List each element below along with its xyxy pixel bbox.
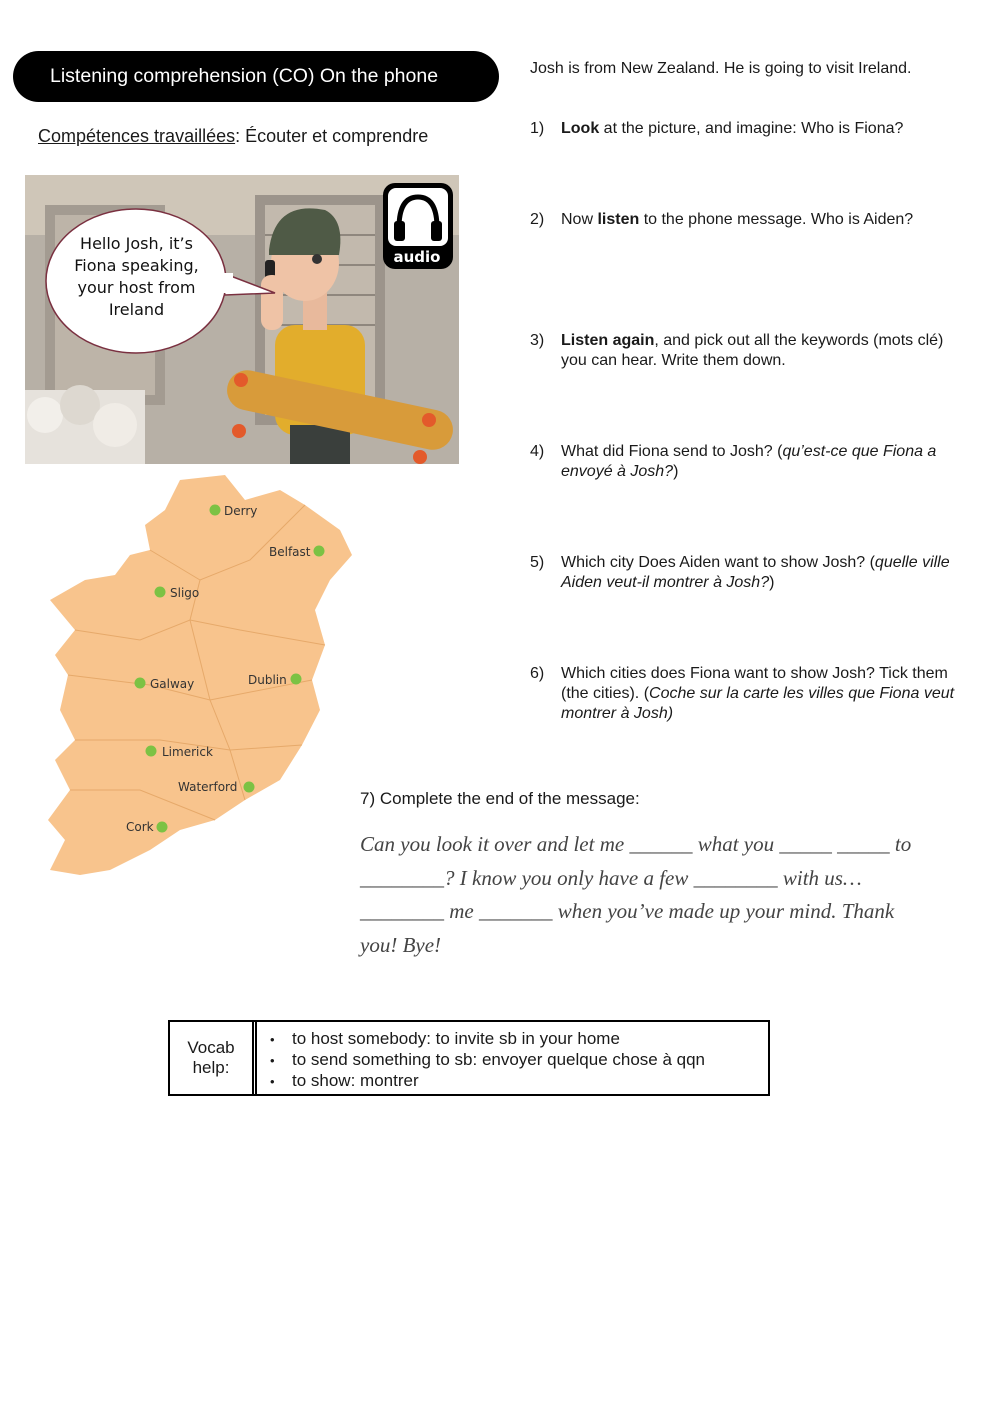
cloze-line: Can you look it over and let me ______ what you _____ _____ to bbox=[360, 832, 912, 856]
city-dot-limerick[interactable] bbox=[146, 746, 157, 757]
skills-value: : Écouter et comprendre bbox=[235, 126, 429, 146]
city-label-cork: Cork bbox=[126, 820, 154, 834]
city-label-limerick: Limerick bbox=[162, 745, 213, 759]
vocab-label: Vocab help: bbox=[170, 1022, 254, 1094]
cloze-text bbox=[360, 828, 960, 962]
question-2: 2) Now listen to the phone message. Who is Aiden? bbox=[530, 211, 914, 228]
city-label-sligo: Sligo bbox=[170, 586, 200, 600]
city-dot-galway[interactable] bbox=[135, 678, 146, 689]
city-dot-derry[interactable] bbox=[210, 505, 221, 516]
vocab-item: • to host somebody: to invite sb in your home bbox=[270, 1029, 705, 1050]
city-label-belfast: Belfast bbox=[269, 545, 311, 559]
question-1: 1) Look at the picture, and imagine: Who is Fiona? bbox=[530, 120, 904, 137]
audio-label[interactable]: audio bbox=[393, 248, 441, 266]
question-7: 7) Complete the end of the message: bbox=[360, 789, 640, 808]
cloze-line: you! Bye! bbox=[360, 932, 442, 957]
skills-label: Compétences travaillées bbox=[38, 126, 236, 146]
intro-text: Josh is from New Zealand. He is going to visit Ireland. bbox=[530, 60, 912, 77]
city-label-dublin: Dublin bbox=[248, 673, 287, 687]
question-6: 6) Which cities does Fiona want to show Josh? Tick them (the cities). (Coche sur la carte les villes que Fiona veut montrer à Josh) bbox=[530, 665, 955, 722]
city-label-derry: Derry bbox=[224, 504, 258, 518]
city-dot-waterford[interactable] bbox=[244, 782, 255, 793]
city-dot-dublin[interactable] bbox=[291, 674, 302, 685]
vocab-box bbox=[168, 1020, 770, 1096]
title-banner bbox=[13, 51, 499, 102]
cloze-line: ________? I know you only have a few ________ with us… bbox=[360, 865, 862, 890]
cloze-line: ________ me _______ when you’ve made up your mind. Thank bbox=[360, 899, 895, 923]
vocab-item: • to send something to sb: envoyer quelque chose à qqn bbox=[270, 1050, 705, 1071]
skills-line bbox=[38, 126, 428, 147]
question-3: 3) Listen again, and pick out all the keywords (mots clé) you can hear. Write them down. bbox=[530, 332, 944, 369]
vocab-item: • to show: montrer bbox=[270, 1071, 705, 1092]
speech-bubble-text: Hello Josh, it’s Fiona speaking, your host from Ireland bbox=[74, 234, 199, 319]
city-label-waterford: Waterford bbox=[178, 780, 238, 794]
city-dot-sligo[interactable] bbox=[155, 587, 166, 598]
question-5: 5) Which city Does Aiden want to show Josh? (quelle ville Aiden veut-il montrer à Josh?) bbox=[530, 554, 950, 591]
city-dot-cork[interactable] bbox=[157, 822, 168, 833]
city-dot-belfast[interactable] bbox=[314, 546, 325, 557]
vocab-list bbox=[270, 1029, 705, 1092]
city-label-galway: Galway bbox=[150, 677, 195, 691]
ireland-map bbox=[40, 470, 360, 880]
page-title: Listening comprehension (CO) On the phone bbox=[50, 65, 439, 87]
question-4: 4) What did Fiona send to Josh? (qu’est-ce que Fiona a envoyé à Josh?) bbox=[530, 443, 937, 480]
